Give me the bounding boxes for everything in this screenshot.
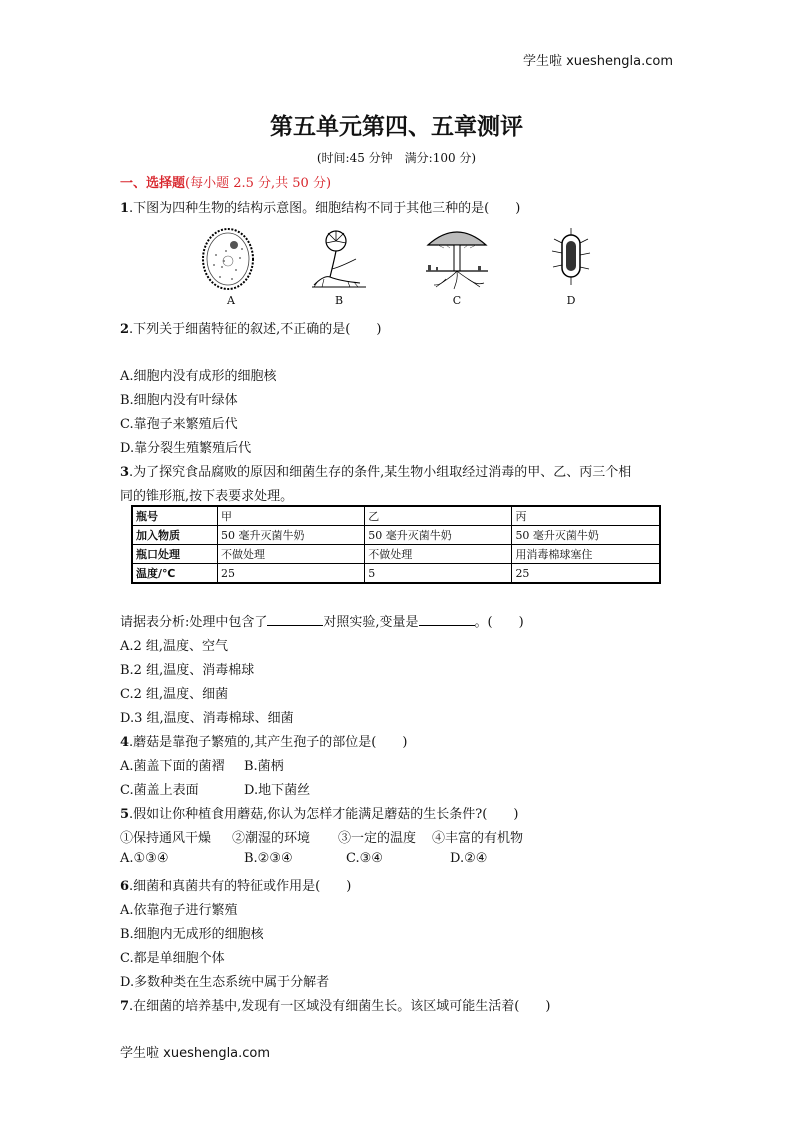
table-cell: 温度/℃ (132, 564, 218, 584)
question-number: 1 (120, 201, 130, 216)
table-cell: 瓶号 (132, 506, 218, 526)
question-text: .在细菌的培养基中,发现有一区域没有细菌生长。该区域可能生活着( ) (129, 999, 551, 1014)
question-text: .细菌和真菌共有的特征或作用是( ) (129, 879, 352, 894)
table-cell: 25 (512, 564, 660, 584)
question-number: 6 (120, 879, 130, 894)
condition-item: ②潮湿的环境 (232, 831, 311, 846)
options-row (120, 779, 310, 798)
option-a[interactable]: A.2 组,温度、空气 (120, 639, 229, 654)
figure-a-yeast-cell (196, 225, 266, 307)
prompt-text: 。( ) (474, 615, 524, 630)
table-cell: 瓶口处理 (132, 545, 218, 564)
question-text: .假如让你种植食用蘑菇,你认为怎样才能满足蘑菇的生长条件?( ) (129, 807, 519, 822)
section-note: (每小题 2.5 分,共 50 分) (185, 176, 332, 191)
figure-d-bacterium (536, 225, 606, 307)
prompt-text: 请据表分析:处理中包含了 (120, 615, 268, 630)
figure-label: A (227, 294, 235, 307)
experiment-table (131, 505, 661, 584)
question-4 (120, 731, 407, 750)
option-b[interactable]: B.2 组,温度、消毒棉球 (120, 663, 255, 678)
condition-item: ③一定的温度 (338, 831, 417, 846)
table-row (132, 506, 660, 526)
condition-item: ①保持通风干燥 (120, 831, 212, 846)
table-row (132, 564, 660, 584)
option-d[interactable]: D.地下菌丝 (244, 783, 311, 798)
question-number: 3 (120, 465, 130, 480)
page-subtitle: (时间:45 分钟 满分:100 分) (316, 151, 477, 165)
question-text: .蘑菇是靠孢子繁殖的,其产生孢子的部位是( ) (129, 735, 408, 750)
table-cell: 50 毫升灭菌牛奶 (365, 526, 512, 545)
question-6 (120, 875, 351, 894)
option-a[interactable]: A.依靠孢子进行繁殖 (120, 903, 238, 918)
table-cell: 25 (218, 564, 365, 584)
option-c[interactable]: C.菌盖上表面 (120, 783, 199, 798)
table-cell: 加入物质 (132, 526, 218, 545)
answer-blank[interactable] (419, 613, 475, 626)
table-cell: 甲 (218, 506, 365, 526)
question-text: .为了探究食品腐败的原因和细菌生存的条件,某生物小组取经过消毒的甲、乙、丙三个相 (129, 465, 632, 480)
table-row (132, 526, 660, 545)
question-3-continued: 同的锥形瓶,按下表要求处理。 (120, 489, 294, 504)
figure-b-mold (304, 225, 374, 307)
page-header-site: 学生啦 xueshengla.com (522, 54, 673, 69)
option-d[interactable]: D.②④ (450, 851, 488, 866)
organism-figures (196, 225, 596, 307)
section-heading (120, 172, 331, 191)
question-2 (120, 318, 381, 337)
option-a[interactable]: A.①③④ (120, 851, 169, 866)
question-number: 4 (120, 735, 130, 750)
option-b[interactable]: B.细胞内无成形的细胞核 (120, 927, 264, 942)
option-d[interactable]: D.多数种类在生态系统中属于分解者 (120, 975, 330, 990)
question-number: 2 (120, 322, 130, 337)
question-5 (120, 803, 518, 822)
page-title: 第五单元第四、五章测评 (270, 114, 523, 140)
option-c[interactable]: C.2 组,温度、细菌 (120, 687, 229, 702)
question-1 (120, 197, 520, 216)
option-c[interactable]: C.都是单细胞个体 (120, 951, 225, 966)
option-b[interactable]: B.②③④ (244, 851, 293, 866)
question-number: 5 (120, 807, 130, 822)
table-cell: 不做处理 (218, 545, 365, 564)
question-text: .下图为四种生物的结构示意图。细胞结构不同于其他三种的是( ) (129, 201, 521, 216)
table-cell: 不做处理 (365, 545, 512, 564)
mushroom-drawing (422, 225, 492, 293)
section-label: 一、选择题 (120, 176, 186, 191)
table-cell: 乙 (365, 506, 512, 526)
condition-item: ④丰富的有机物 (432, 831, 524, 846)
table-cell: 50 毫升灭菌牛奶 (512, 526, 660, 545)
options-row (120, 755, 284, 774)
option-c[interactable]: C.靠孢子来繁殖后代 (120, 417, 238, 432)
yeast-cell-drawing (196, 225, 266, 293)
prompt-text: 对照实验,变量是 (323, 615, 419, 630)
option-a[interactable]: A.菌盖下面的菌褶 (120, 759, 225, 774)
table-cell: 用消毒棉球塞住 (512, 545, 660, 564)
option-b[interactable]: B.菌柄 (244, 759, 284, 774)
option-c[interactable]: C.③④ (346, 851, 383, 866)
figure-c-mushroom (422, 225, 492, 307)
answer-blank[interactable] (267, 613, 323, 626)
option-a[interactable]: A.细胞内没有成形的细胞核 (120, 369, 277, 384)
table-cell: 5 (365, 564, 512, 584)
question-text: .下列关于细菌特征的叙述,不正确的是( ) (129, 322, 382, 337)
question-3 (120, 461, 631, 480)
option-b[interactable]: B.细胞内没有叶绿体 (120, 393, 238, 408)
page-footer-site: 学生啦 xueshengla.com (120, 1046, 271, 1061)
conditions-row (120, 827, 523, 846)
option-d[interactable]: D.3 组,温度、消毒棉球、细菌 (120, 711, 294, 726)
table-cell: 丙 (512, 506, 660, 526)
question-3-prompt (120, 611, 524, 630)
figure-label: B (334, 294, 344, 307)
question-number: 7 (120, 999, 130, 1014)
option-d[interactable]: D.靠分裂生殖繁殖后代 (120, 441, 252, 456)
figure-label: D (566, 294, 576, 307)
options-row (120, 851, 487, 866)
table-row (132, 545, 660, 564)
bacterium-drawing (536, 225, 606, 293)
question-7 (120, 995, 550, 1014)
figure-label: C (452, 294, 462, 307)
mold-drawing (304, 225, 374, 293)
table-cell: 50 毫升灭菌牛奶 (218, 526, 365, 545)
